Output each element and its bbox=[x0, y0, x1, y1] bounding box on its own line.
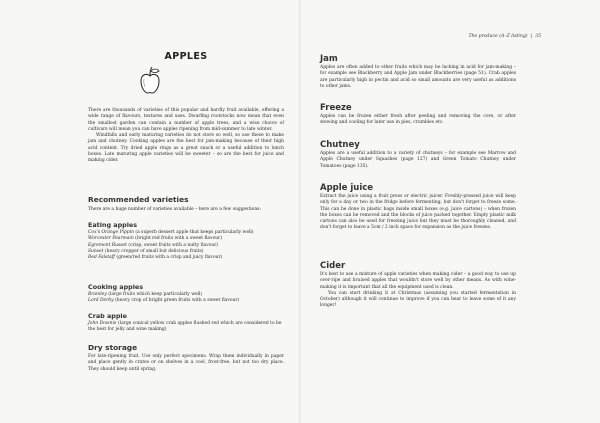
variety-desc: (crisp, sweet fruits with a nutty flavour) bbox=[126, 242, 219, 248]
freeze-text: Apples can be frozen either fresh after peeling and removing the core, or after stewing and cooling for later use in pies, crumbles etc. bbox=[320, 114, 516, 126]
running-head-section: The produce (A–Z listing) bbox=[468, 34, 528, 39]
variety-name: Egremont Russet bbox=[88, 242, 127, 248]
intro-paragraph: Windfalls and early maturing varieties do not store so well, so use these to make jam and chutney. Cooking apples are the best for jam-making because of their high acid content. Try dried apple rings as a great snack or a useful addition to lunch boxes. Late maturing apple varieties will be sweeter – so are the best for juice and making cider. bbox=[88, 133, 284, 164]
freeze-section bbox=[320, 103, 516, 127]
book-gutter bbox=[299, 0, 301, 423]
apple-juice-section bbox=[320, 183, 516, 232]
cooking-apples-section bbox=[88, 283, 284, 305]
jam-section bbox=[320, 54, 516, 90]
cider-heading: Cider bbox=[320, 261, 346, 271]
variety-name: Cox's Orange Pippin bbox=[88, 230, 134, 235]
page-number: 35 bbox=[535, 34, 541, 39]
chutney-section bbox=[320, 140, 516, 170]
running-head-separator: | bbox=[530, 34, 533, 39]
variety-name: Lord Derby bbox=[88, 298, 114, 304]
cider-paragraph: You can start drinking it at Christmas (assuming you started fermentation in October) although it will continue to improve if you can bear to leave some of it any longer! bbox=[320, 290, 516, 309]
variety-desc: (heavy crop of bright green fruits with a sweet flavour) bbox=[113, 298, 240, 304]
variety-desc: (large conical yellow crab apples flushed red which are considered to be the best for jelly and wine making) bbox=[88, 321, 282, 333]
variety-name: Sunset bbox=[88, 248, 104, 254]
variety-desc: (heavy cropper of small but delicious fruits) bbox=[103, 248, 204, 254]
jam-text: Apples are often added to other fruits which may be lacking in acid for jam-making – for example see Blackberry and Apple Jam under Blackberries (page 51). Crab apples are particularly high in pectin and acid so small amounts are very useful as additions to other jams. bbox=[320, 65, 516, 89]
recommended-section bbox=[88, 195, 284, 213]
variety-desc: (green/red fruits with a crisp and juicy flavour) bbox=[114, 255, 223, 261]
variety-desc: (a superb dessert apple that keeps particularly well) bbox=[133, 230, 254, 235]
variety-name: Bramley bbox=[88, 292, 107, 297]
page-title: APPLES bbox=[164, 51, 208, 62]
crab-apple-section bbox=[88, 312, 284, 334]
apple-juice-text: Extract the juice using a fruit press or electric juicer. Freshly-pressed juice will keep only for a day or two in the fridge before fermenting, but don't forget to freeze some. This can be done in plastic bags inside small boxes (e.g. juice cartons) – when frozen the boxes can be removed and the blocks of juice packed together. Empty plastic milk cartons can also be used for freezing juice but they must be thoroughly cleaned, and don't forget to leave a 5cm / 2 inch space for expansion as the juice freezes. bbox=[320, 194, 516, 231]
cider-section bbox=[320, 261, 516, 310]
freeze-heading: Freeze bbox=[320, 103, 352, 113]
cider-paragraph: It's best to use a mixture of apple varieties when making cider – a good way to use up over-ripe and bruised apples that wouldn't store well by other means. As with wine-making it is important that all the equipment used is clean. bbox=[320, 272, 516, 290]
variety-item bbox=[88, 255, 284, 261]
apple-juice-heading: Apple juice bbox=[320, 183, 374, 193]
intro-paragraph: There are thousands of varieties of this popular and hardly fruit available, offering a wide range of flavours, textures and uses. Dwarfing rootstocks now mean that even the smallest garden can contain a number of apple trees, and a wise choice of cultivars will mean you can have apples ripening from mid-summer to late winter. bbox=[88, 108, 284, 132]
variety-desc: (bright red fruits with a sweet flavour) bbox=[133, 236, 222, 242]
chutney-text: Apples are a useful addition to a variety of chutneys – for example see Marrow and Apple Chutney under Squashes (page 127) and Green Tomato Chutney under Tomatoes (page 135). bbox=[320, 151, 516, 169]
variety-name: Worcester Pearmain bbox=[88, 236, 134, 242]
variety-item bbox=[88, 321, 284, 334]
variety-name: John Downie bbox=[88, 321, 117, 326]
variety-desc: (large fruits which keep particularly well) bbox=[106, 292, 203, 297]
eating-apples-section bbox=[88, 221, 284, 261]
variety-item bbox=[88, 298, 284, 304]
eating-apples-heading: Eating apples bbox=[88, 221, 138, 229]
recommended-intro: There are a huge number of varieties available – here are a few suggestions: bbox=[88, 207, 261, 212]
running-head bbox=[383, 34, 541, 39]
dry-storage-section bbox=[88, 343, 284, 373]
jam-heading: Jam bbox=[320, 54, 338, 64]
intro-text bbox=[88, 108, 284, 165]
chutney-heading: Chutney bbox=[320, 140, 360, 150]
variety-name: Red Falstaff bbox=[88, 255, 115, 261]
dry-storage-text: For late-ripening fruit. Use only perfect specimens. Wrap them individually in paper and place gently in crates or on shelves in a cool, frost-free, but not too dry place. They should keep until spring. bbox=[88, 354, 284, 372]
recommended-heading: Recommended varieties bbox=[88, 195, 189, 204]
cooking-apples-heading: Cooking apples bbox=[88, 283, 144, 291]
dry-storage-heading: Dry storage bbox=[88, 343, 138, 352]
crab-apple-heading: Crab apple bbox=[88, 312, 127, 320]
apple-icon bbox=[139, 66, 161, 94]
